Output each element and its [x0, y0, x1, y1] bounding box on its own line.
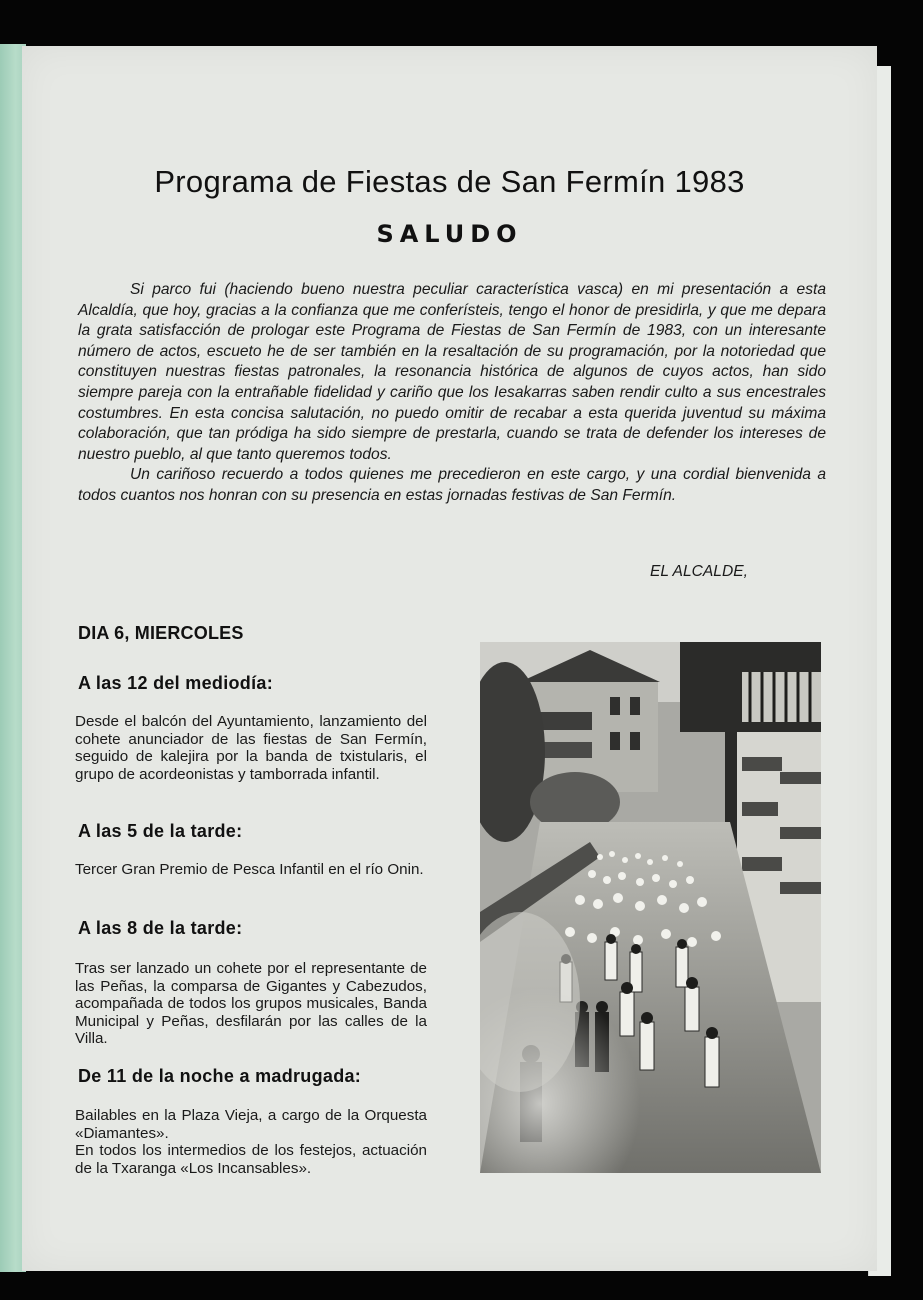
- event-time: A las 8 de la tarde:: [78, 918, 243, 938]
- event-time: A las 12 del mediodía:: [78, 673, 273, 693]
- signature: EL ALCALDE,: [650, 563, 748, 580]
- festival-street-photo: [480, 642, 821, 1173]
- event-description-line: Tras ser lanzado un cohete por el representante de las Peñas, la comparsa de Gigantes y Cabezudos, acompañada de todos los grupos musicales, Banda Municipal y Peñas, desfilarán por las calles de la Villa.: [75, 960, 427, 1048]
- event-description-line: Desde el balcón del Ayuntamiento, lanzamiento del cohete anunciador de las fiestas de San Fermín, seguido de kalejira por la banda de txistularis, el grupo de acordeonistas y tamborrada infantil.: [75, 713, 427, 783]
- greeting-text: [78, 280, 826, 507]
- event-description-line: Tercer Gran Premio de Pesca Infantil en el río Onin.: [75, 861, 424, 878]
- photo-illustration: [480, 642, 821, 1173]
- page-title: Programa de Fiestas de San Fermín 1983: [154, 164, 745, 199]
- event-description: [75, 713, 427, 783]
- event-description-line: En todos los intermedios de los festejos, actuación de la Txaranga «Los Incansables».: [75, 1142, 427, 1177]
- day-heading: DIA 6, MIERCOLES: [78, 623, 244, 643]
- greeting-paragraph: Un cariñoso recuerdo a todos quienes me precedieron en este cargo, y una cordial bienvenida a todos cuantos nos honran con su presencia en estas jornadas festivas de San Fermín.: [78, 466, 826, 504]
- event-description: [75, 861, 427, 879]
- booklet-page: [22, 46, 877, 1271]
- event-time: A las 5 de la tarde:: [78, 821, 243, 841]
- event-time: De 11 de la noche a madrugada:: [78, 1066, 362, 1086]
- section-heading-saludo: SALUDO: [376, 220, 523, 248]
- event-description: [75, 1107, 427, 1177]
- event-description: [75, 960, 427, 1048]
- greeting-paragraph: Si parco fui (haciendo bueno nuestra peculiar característica vasca) en mi presentación a esta Alcaldía, que hoy, gracias a la confianza que me conferísteis, tengo el honor de presidirla, y que me depara la grata satisfacción de prologar este Programa de Fiestas de San Fermín de 1983, con un interesante número de actos, escueto he de ser también en la resaltación de su programación, por la notoriedad que constituyen nuestras fiestas patronales, la resonancia histórica de algunos de cuyos actos, han sido siempre pareja con la entrañable fidelidad y cariño que los Iesakarras saben rendir culto a sus encestrales costumbres. En esta concisa salutación, no puedo omitir de recabar a esta querida juventud su máxima colaboración, que tan pródiga ha sido siempre de prestarla, cuando se trata de defender los intereses de nuestro pueblo, al que tanto queremos todos.: [78, 281, 826, 463]
- event-description-line: Bailables en la Plaza Vieja, a cargo de la Orquesta «Diamantes».: [75, 1107, 427, 1142]
